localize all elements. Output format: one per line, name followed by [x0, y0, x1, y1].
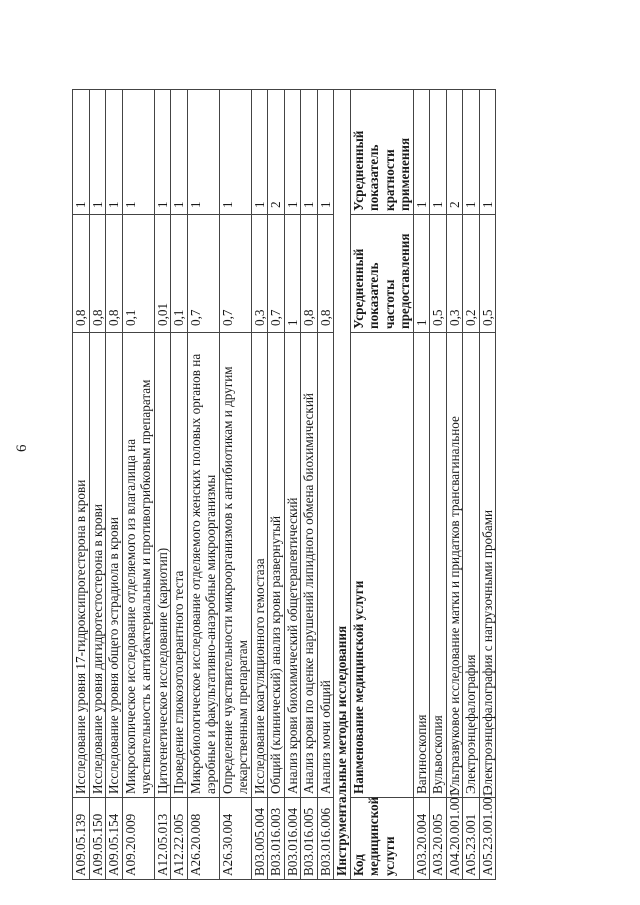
service-name: Вагиноскопия: [413, 333, 430, 798]
frequency-value: 0,1: [171, 215, 188, 333]
table-row: [171, 90, 188, 880]
multiplicity-value: 1: [89, 90, 106, 215]
service-name: Ультразвуковое исследование матки и придатков трансвагинальное: [446, 333, 463, 798]
table-row: [413, 90, 430, 880]
table-row: [154, 90, 171, 880]
frequency-value: 1: [413, 215, 430, 333]
frequency-value: 0,7: [219, 215, 251, 333]
service-name: Вульвоскопия: [430, 333, 447, 798]
service-code: A09.05.154: [106, 798, 123, 880]
frequency-value: 0,3: [251, 215, 268, 333]
frequency-value: 0,5: [430, 215, 447, 333]
service-name: Микробиологическое исследование отделяемого женских половых органов на аэробные и факультативно-анаэробные микроорганизмы: [187, 333, 219, 798]
frequency-value: 0,1: [122, 215, 154, 333]
service-code: B03.016.003: [268, 798, 285, 880]
header-multiplicity: Усредненный показатель кратности применения: [350, 90, 413, 215]
frequency-value: 0,5: [479, 215, 496, 333]
frequency-value: 0,8: [89, 215, 106, 333]
service-name: Анализ крови биохимический общетерапевтический: [284, 333, 301, 798]
service-name: Анализ крови по оценке нарушений липидного обмена биохимический: [301, 333, 318, 798]
instrumental-rows: [413, 90, 496, 880]
service-name: Анализ мочи общий: [317, 333, 334, 798]
multiplicity-value: 1: [251, 90, 268, 215]
table-header-row: [350, 90, 413, 880]
header-code: Код медицинской услуги: [350, 798, 413, 880]
table-row: [317, 90, 334, 880]
frequency-value: 0,7: [268, 215, 285, 333]
service-name: Исследование уровня 17-гидроксипрогестерона в крови: [73, 333, 90, 798]
instrumental-section: [334, 90, 414, 880]
multiplicity-value: 1: [219, 90, 251, 215]
service-code: A26.30.004: [219, 798, 251, 880]
service-code: A03.20.004: [413, 798, 430, 880]
service-name: Исследование коагуляционного гемостаза: [251, 333, 268, 798]
table-row: [122, 90, 154, 880]
multiplicity-value: 1: [284, 90, 301, 215]
service-code: A12.05.013: [154, 798, 171, 880]
multiplicity-value: 1: [479, 90, 496, 215]
service-name: Исследование уровня общего эстрадиола в крови: [106, 333, 123, 798]
table-row: [187, 90, 219, 880]
service-code: B03.016.004: [284, 798, 301, 880]
frequency-value: 0,8: [317, 215, 334, 333]
multiplicity-value: 1: [463, 90, 480, 215]
service-name: Общий (клинический) анализ крови развернутый: [268, 333, 285, 798]
service-name: Проведение глюкозотолерантного теста: [171, 333, 188, 798]
multiplicity-value: 2: [268, 90, 285, 215]
frequency-value: 0,01: [154, 215, 171, 333]
service-code: A09.05.150: [89, 798, 106, 880]
frequency-value: 0,8: [73, 215, 90, 333]
service-code: A05.23.001: [463, 798, 480, 880]
service-code: B03.005.004: [251, 798, 268, 880]
table-row: [284, 90, 301, 880]
frequency-value: 0,7: [187, 215, 219, 333]
service-code: A04.20.001.001: [446, 798, 463, 880]
table-row: [463, 90, 480, 880]
multiplicity-value: 2: [446, 90, 463, 215]
frequency-value: 0,2: [463, 215, 480, 333]
frequency-value: 1: [284, 215, 301, 333]
table-row: [89, 90, 106, 880]
multiplicity-value: 1: [317, 90, 334, 215]
service-code: A09.20.009: [122, 798, 154, 880]
frequency-value: 0,8: [301, 215, 318, 333]
service-code: A12.22.005: [171, 798, 188, 880]
lab-tests-rows: [73, 90, 334, 880]
section-title-row: [334, 90, 351, 880]
table-row: [251, 90, 268, 880]
service-name: Электроэнцефалография: [463, 333, 480, 798]
table-row: [430, 90, 447, 880]
services-table: [72, 89, 496, 880]
frequency-value: 0,3: [446, 215, 463, 333]
service-code: B03.016.006: [317, 798, 334, 880]
table-row: [301, 90, 318, 880]
multiplicity-value: 1: [171, 90, 188, 215]
table-row: [106, 90, 123, 880]
service-code: A26.20.008: [187, 798, 219, 880]
header-frequency: Усредненный показатель частоты предоставления: [350, 215, 413, 333]
multiplicity-value: 1: [187, 90, 219, 215]
multiplicity-value: 1: [301, 90, 318, 215]
table-row: [446, 90, 463, 880]
multiplicity-value: 1: [122, 90, 154, 215]
rotated-page: [10, 12, 630, 892]
multiplicity-value: 1: [73, 90, 90, 215]
service-name: Электроэнцефалография с нагрузочными пробами: [479, 333, 496, 798]
table-row: [219, 90, 251, 880]
multiplicity-value: 1: [413, 90, 430, 215]
multiplicity-value: 1: [430, 90, 447, 215]
table-row: [479, 90, 496, 880]
service-code: A09.05.139: [73, 798, 90, 880]
table-row: [73, 90, 90, 880]
page-number: 6: [14, 444, 30, 452]
multiplicity-value: 1: [154, 90, 171, 215]
service-name: Определение чувствительности микроорганизмов к антибиотикам и другим лекарственным препаратам: [219, 333, 251, 798]
table-row: [268, 90, 285, 880]
service-code: A03.20.005: [430, 798, 447, 880]
service-name: Цитогенетическое исследование (кариотип): [154, 333, 171, 798]
section-title: Инструментальные методы исследования: [334, 90, 351, 880]
service-code: A05.23.001.001: [479, 798, 496, 880]
header-name: Наименование медицинской услуги: [350, 333, 413, 798]
multiplicity-value: 1: [106, 90, 123, 215]
service-code: B03.016.005: [301, 798, 318, 880]
frequency-value: 0,8: [106, 215, 123, 333]
service-name: Исследование уровня дигидротестостерона в крови: [89, 333, 106, 798]
service-name: Микроскопическое исследование отделяемого из влагалища на чувствительность к антибактериальным и противогрибковым препаратам: [122, 333, 154, 798]
